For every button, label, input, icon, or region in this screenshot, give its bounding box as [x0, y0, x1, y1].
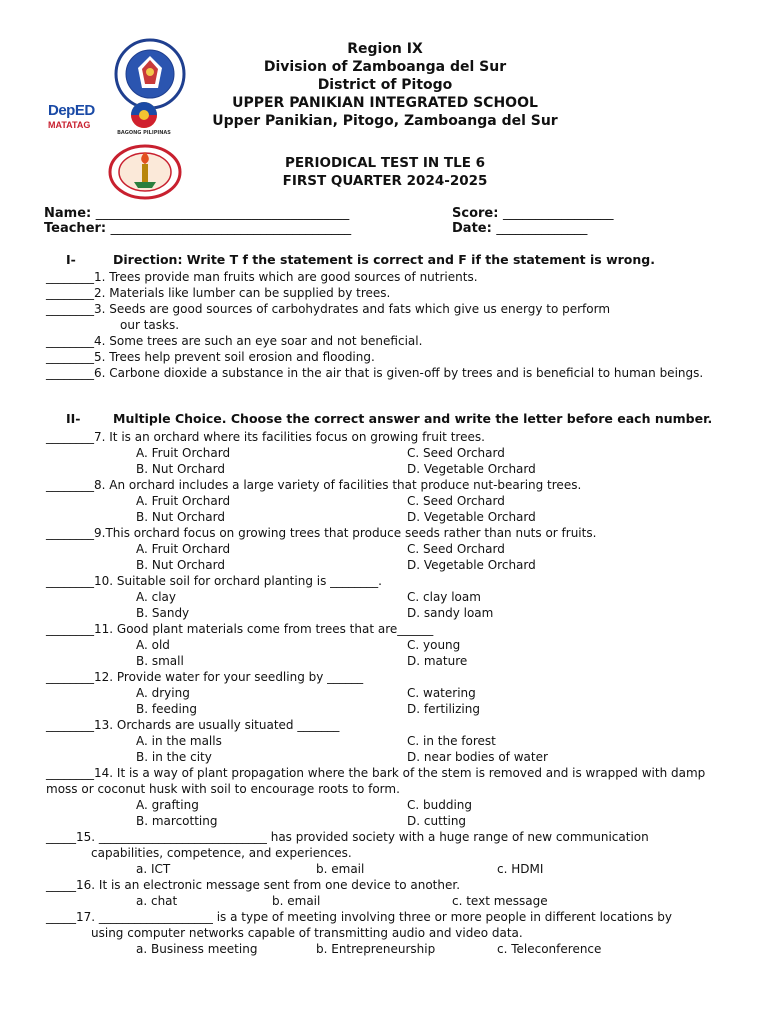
section1-numeral: I-: [66, 252, 76, 267]
region-text: Region IX: [347, 41, 423, 57]
matatag-logo-text: MATATAG: [48, 120, 91, 130]
mc-option: C. clay loam: [407, 590, 481, 604]
teacher-label: Teacher:: [44, 221, 107, 236]
mc-option: C. Seed Orchard: [407, 446, 505, 460]
mc-option: B. feeding: [136, 702, 198, 716]
mc-question-continuation: moss or coconut husk with soil to encourage roots to form.: [46, 782, 400, 796]
mc-option: a. Business meeting: [136, 942, 258, 956]
teacher-blank[interactable]: _____________________________________: [110, 221, 352, 236]
score-field[interactable]: [452, 206, 613, 221]
mc-option: D. Vegetable Orchard: [407, 462, 536, 476]
mc-option: D. cutting: [407, 814, 467, 828]
school-name: UPPER PANIKIAN INTEGRATED SCHOOL: [232, 95, 538, 111]
mc-question: ________11. Good plant materials come from trees that are______: [46, 622, 434, 636]
mc-option: b. email: [272, 894, 321, 908]
mc-question: ________8. An orchard includes a large variety of facilities that produce nut-bearing trees.: [46, 478, 582, 492]
mc-option: D. fertilizing: [407, 702, 480, 716]
test-title-line1: PERIODICAL TEST IN TLE 6: [284, 155, 486, 171]
mc-option: b. Entrepreneurship: [316, 942, 436, 956]
test-title: [200, 154, 570, 190]
tf-item: ________1. Trees provide man fruits which are good sources of nutrients.: [46, 270, 478, 284]
mc-option: C. Seed Orchard: [407, 542, 505, 556]
section2-direction: Multiple Choice. Choose the correct answer and write the letter before each number.: [113, 411, 713, 426]
letterhead: [150, 40, 620, 130]
mc-question: _____16. It is an electronic message sent from one device to another.: [46, 878, 461, 892]
school-address: Upper Panikian, Pitogo, Zamboanga del Sur: [212, 113, 558, 129]
mc-option: a. ICT: [136, 862, 171, 876]
date-field[interactable]: [452, 221, 587, 236]
date-blank[interactable]: ______________: [496, 221, 588, 236]
district-text: District of Pitogo: [317, 77, 453, 93]
mc-option: C. Seed Orchard: [407, 494, 505, 508]
mc-option: C. watering: [407, 686, 476, 700]
section2-numeral: II-: [66, 411, 81, 426]
mc-option: a. chat: [136, 894, 178, 908]
mc-option: D. near bodies of water: [407, 750, 548, 764]
mc-question-continuation: capabilities, competence, and experiences.: [91, 846, 352, 860]
mc-option: A. Fruit Orchard: [136, 542, 231, 556]
name-field[interactable]: [44, 206, 349, 221]
deped-logo: [48, 102, 110, 138]
tf-item-continuation: our tasks.: [120, 318, 180, 332]
mc-option: D. sandy loam: [407, 606, 494, 620]
mc-option: D. Vegetable Orchard: [407, 558, 536, 572]
mc-option: A. old: [136, 638, 170, 652]
name-label: Name:: [44, 206, 92, 221]
mc-option: b. email: [316, 862, 365, 876]
section1-direction: Direction: Write T f the statement is correct and F if the statement is wrong.: [113, 252, 655, 267]
mc-option: C. in the forest: [407, 734, 496, 748]
mc-question: ________10. Suitable soil for orchard planting is ________.: [46, 574, 382, 588]
score-label: Score:: [452, 206, 499, 221]
mc-question: _____15. ____________________________ has provided society with a huge range of new communication: [46, 830, 649, 844]
school-logo: [108, 144, 182, 200]
mc-option: A. Fruit Orchard: [136, 494, 231, 508]
mc-option: c. HDMI: [497, 862, 544, 876]
tf-item: ________6. Carbone dioxide a substance in the air that is given-off by trees and is beneficial to human beings.: [46, 366, 704, 380]
mc-option: B. marcotting: [136, 814, 218, 828]
mc-option: C. young: [407, 638, 461, 652]
mc-option: D. mature: [407, 654, 468, 668]
bagong-pilipinas-text: BAGONG PILIPINAS: [117, 130, 171, 136]
mc-option: B. Nut Orchard: [136, 462, 225, 476]
test-title-line2: FIRST QUARTER 2024-2025: [282, 173, 488, 189]
date-label: Date:: [452, 221, 492, 236]
mc-option: A. drying: [136, 686, 190, 700]
mc-question: ________7. It is an orchard where its facilities focus on growing fruit trees.: [46, 430, 485, 444]
mc-option: c. Teleconference: [497, 942, 602, 956]
name-blank[interactable]: _______________________________________: [95, 206, 350, 221]
tf-item: ________3. Seeds are good sources of carbohydrates and fats which give us energy to perform: [46, 302, 611, 316]
mc-question-continuation: using computer networks capable of transmitting audio and video data.: [91, 926, 523, 940]
mc-option: A. in the malls: [136, 734, 222, 748]
tf-item: ________5. Trees help prevent soil erosion and flooding.: [46, 350, 375, 364]
mc-option: B. Nut Orchard: [136, 510, 225, 524]
mc-option: B. in the city: [136, 750, 212, 764]
mc-option: B. Sandy: [136, 606, 190, 620]
mc-option: A. clay: [136, 590, 177, 604]
deped-logo-text: DepED: [48, 102, 95, 119]
mc-question: ________9.This orchard focus on growing trees that produce seeds rather than nuts or fruits.: [46, 526, 597, 540]
division-text: Division of Zamboanga del Sur: [263, 59, 507, 75]
tf-item: ________2. Materials like lumber can be supplied by trees.: [46, 286, 391, 300]
mc-option: A. Fruit Orchard: [136, 446, 231, 460]
tf-item: ________4. Some trees are such an eye soar and not beneficial.: [46, 334, 423, 348]
score-blank[interactable]: _________________: [502, 206, 614, 221]
mc-option: c. text message: [452, 894, 548, 908]
mc-option: B. small: [136, 654, 184, 668]
mc-option: C. budding: [407, 798, 473, 812]
mc-option: D. Vegetable Orchard: [407, 510, 536, 524]
mc-question: ________12. Provide water for your seedling by ______: [46, 670, 364, 684]
mc-question: ________14. It is a way of plant propagation where the bark of the stem is removed and is wrapped with damp: [46, 766, 706, 780]
mc-option: B. Nut Orchard: [136, 558, 225, 572]
mc-option: A. grafting: [136, 798, 199, 812]
mc-question: _____17. ___________________ is a type of meeting involving three or more people in different locations by: [46, 910, 672, 924]
mc-question: ________13. Orchards are usually situated _______: [46, 718, 340, 732]
teacher-field[interactable]: [44, 221, 351, 236]
